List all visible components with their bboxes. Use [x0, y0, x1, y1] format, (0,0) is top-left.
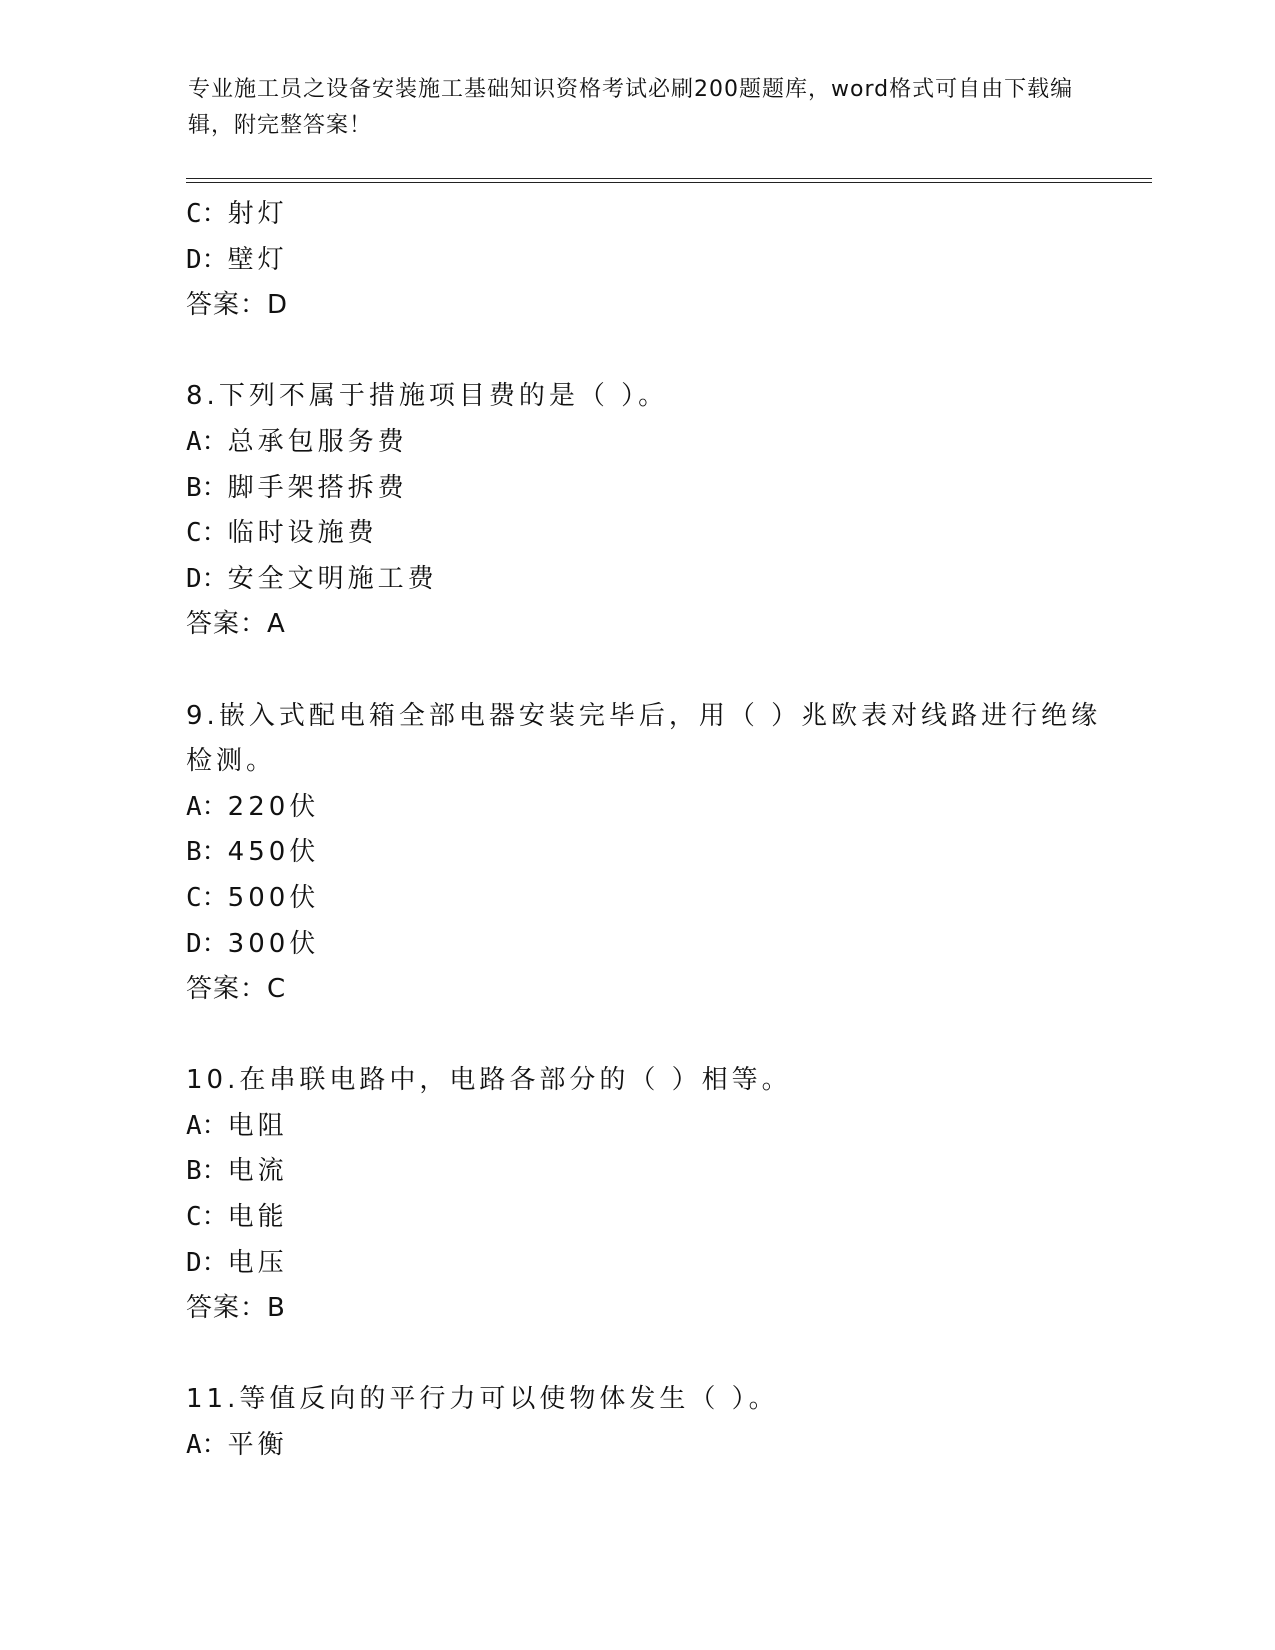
question-list — [186, 192, 1102, 1469]
answer-value: A — [267, 609, 286, 640]
option-text: 电流 — [227, 1156, 288, 1187]
question-item — [186, 1058, 1086, 1332]
option-row — [186, 785, 1086, 831]
question-fragment — [186, 192, 1086, 329]
answer-label: 答案： — [186, 609, 268, 640]
option-key: D： — [186, 1247, 228, 1278]
answer-value: D — [267, 290, 289, 321]
spacer — [186, 329, 1086, 375]
answer-row — [186, 1286, 1086, 1332]
question-text-continuation — [186, 739, 1086, 785]
option-row — [186, 557, 1086, 603]
question-text-row — [186, 1058, 1086, 1104]
answer-value: C — [267, 974, 287, 1005]
option-text: 电能 — [227, 1202, 288, 1233]
answer-label: 答案： — [186, 1293, 268, 1324]
option-row — [186, 922, 1086, 968]
answer-label: 答案： — [186, 974, 268, 1005]
option-key: C： — [186, 1202, 228, 1233]
option-key: C： — [186, 518, 228, 549]
option-text: 脚手架搭拆费 — [227, 472, 408, 503]
option-key: B： — [186, 837, 228, 868]
spacer — [186, 648, 1086, 694]
option-text: 射灯 — [227, 199, 288, 229]
spacer — [186, 1013, 1086, 1059]
question-number: 9. — [186, 700, 219, 731]
option-key: A： — [186, 426, 228, 457]
question-text: 在串联电路中，电路各部分的（ ）相等。 — [239, 1065, 792, 1096]
option-row — [186, 238, 1086, 284]
option-row — [186, 1195, 1086, 1241]
answer-label: 答案： — [186, 290, 268, 321]
answer-row — [186, 967, 1086, 1013]
option-key: C： — [186, 199, 228, 229]
question-text: 等值反向的平行力可以使物体发生（ ）。 — [239, 1384, 779, 1415]
option-key: A： — [186, 1430, 228, 1461]
option-key: A： — [186, 791, 228, 822]
option-key: D： — [186, 928, 228, 959]
spacer — [186, 1332, 1086, 1378]
option-text: 500伏 — [227, 882, 320, 913]
header-divider-bottom — [186, 182, 1152, 183]
option-key: C： — [186, 882, 228, 913]
option-text: 电压 — [227, 1247, 288, 1278]
option-row — [186, 1423, 1086, 1469]
option-row — [186, 1104, 1086, 1150]
question-item — [186, 694, 1102, 1013]
option-text: 临时设施费 — [227, 518, 378, 549]
answer-value: B — [267, 1293, 286, 1324]
option-row — [186, 1149, 1086, 1195]
question-number: 8. — [186, 381, 219, 412]
option-text: 220伏 — [227, 791, 320, 822]
option-text: 安全文明施工费 — [227, 563, 438, 594]
option-key: B： — [186, 1156, 228, 1187]
question-text: 下列不属于措施项目费的是（ ）。 — [218, 381, 669, 412]
document-header — [188, 72, 1078, 144]
option-key: D： — [186, 244, 228, 275]
option-key: B： — [186, 472, 228, 503]
option-key: D： — [186, 563, 228, 594]
option-row — [186, 466, 1086, 512]
option-text: 电阻 — [227, 1110, 288, 1141]
question-text: 嵌入式配电箱全部电器安装完毕后，用（ ）兆欧表对线路进行绝缘 — [218, 700, 1102, 731]
option-row — [186, 876, 1086, 922]
option-row — [186, 511, 1086, 557]
option-row — [186, 830, 1086, 876]
option-row — [186, 192, 1086, 238]
question-text-row — [186, 374, 1086, 420]
question-item — [186, 1377, 1086, 1468]
document-title: 专业施工员之设备安装施工基础知识资格考试必刷200题题库，word格式可自由下载编辑，附完整答案！ — [188, 77, 1074, 138]
question-item — [186, 374, 1086, 648]
question-number: 11. — [186, 1384, 240, 1415]
question-text-row — [186, 694, 1102, 740]
option-text: 300伏 — [227, 928, 320, 959]
question-text: 检测。 — [186, 746, 277, 777]
option-text: 壁灯 — [227, 244, 288, 275]
question-text-row — [186, 1377, 1086, 1423]
option-text: 平衡 — [227, 1430, 288, 1461]
option-row — [186, 420, 1086, 466]
option-text: 450伏 — [227, 837, 320, 868]
question-number: 10. — [186, 1065, 240, 1096]
option-key: A： — [186, 1110, 228, 1141]
option-text: 总承包服务费 — [227, 426, 408, 457]
answer-row — [186, 283, 1086, 329]
option-row — [186, 1241, 1086, 1287]
header-divider-top — [186, 178, 1152, 179]
answer-row — [186, 602, 1086, 648]
